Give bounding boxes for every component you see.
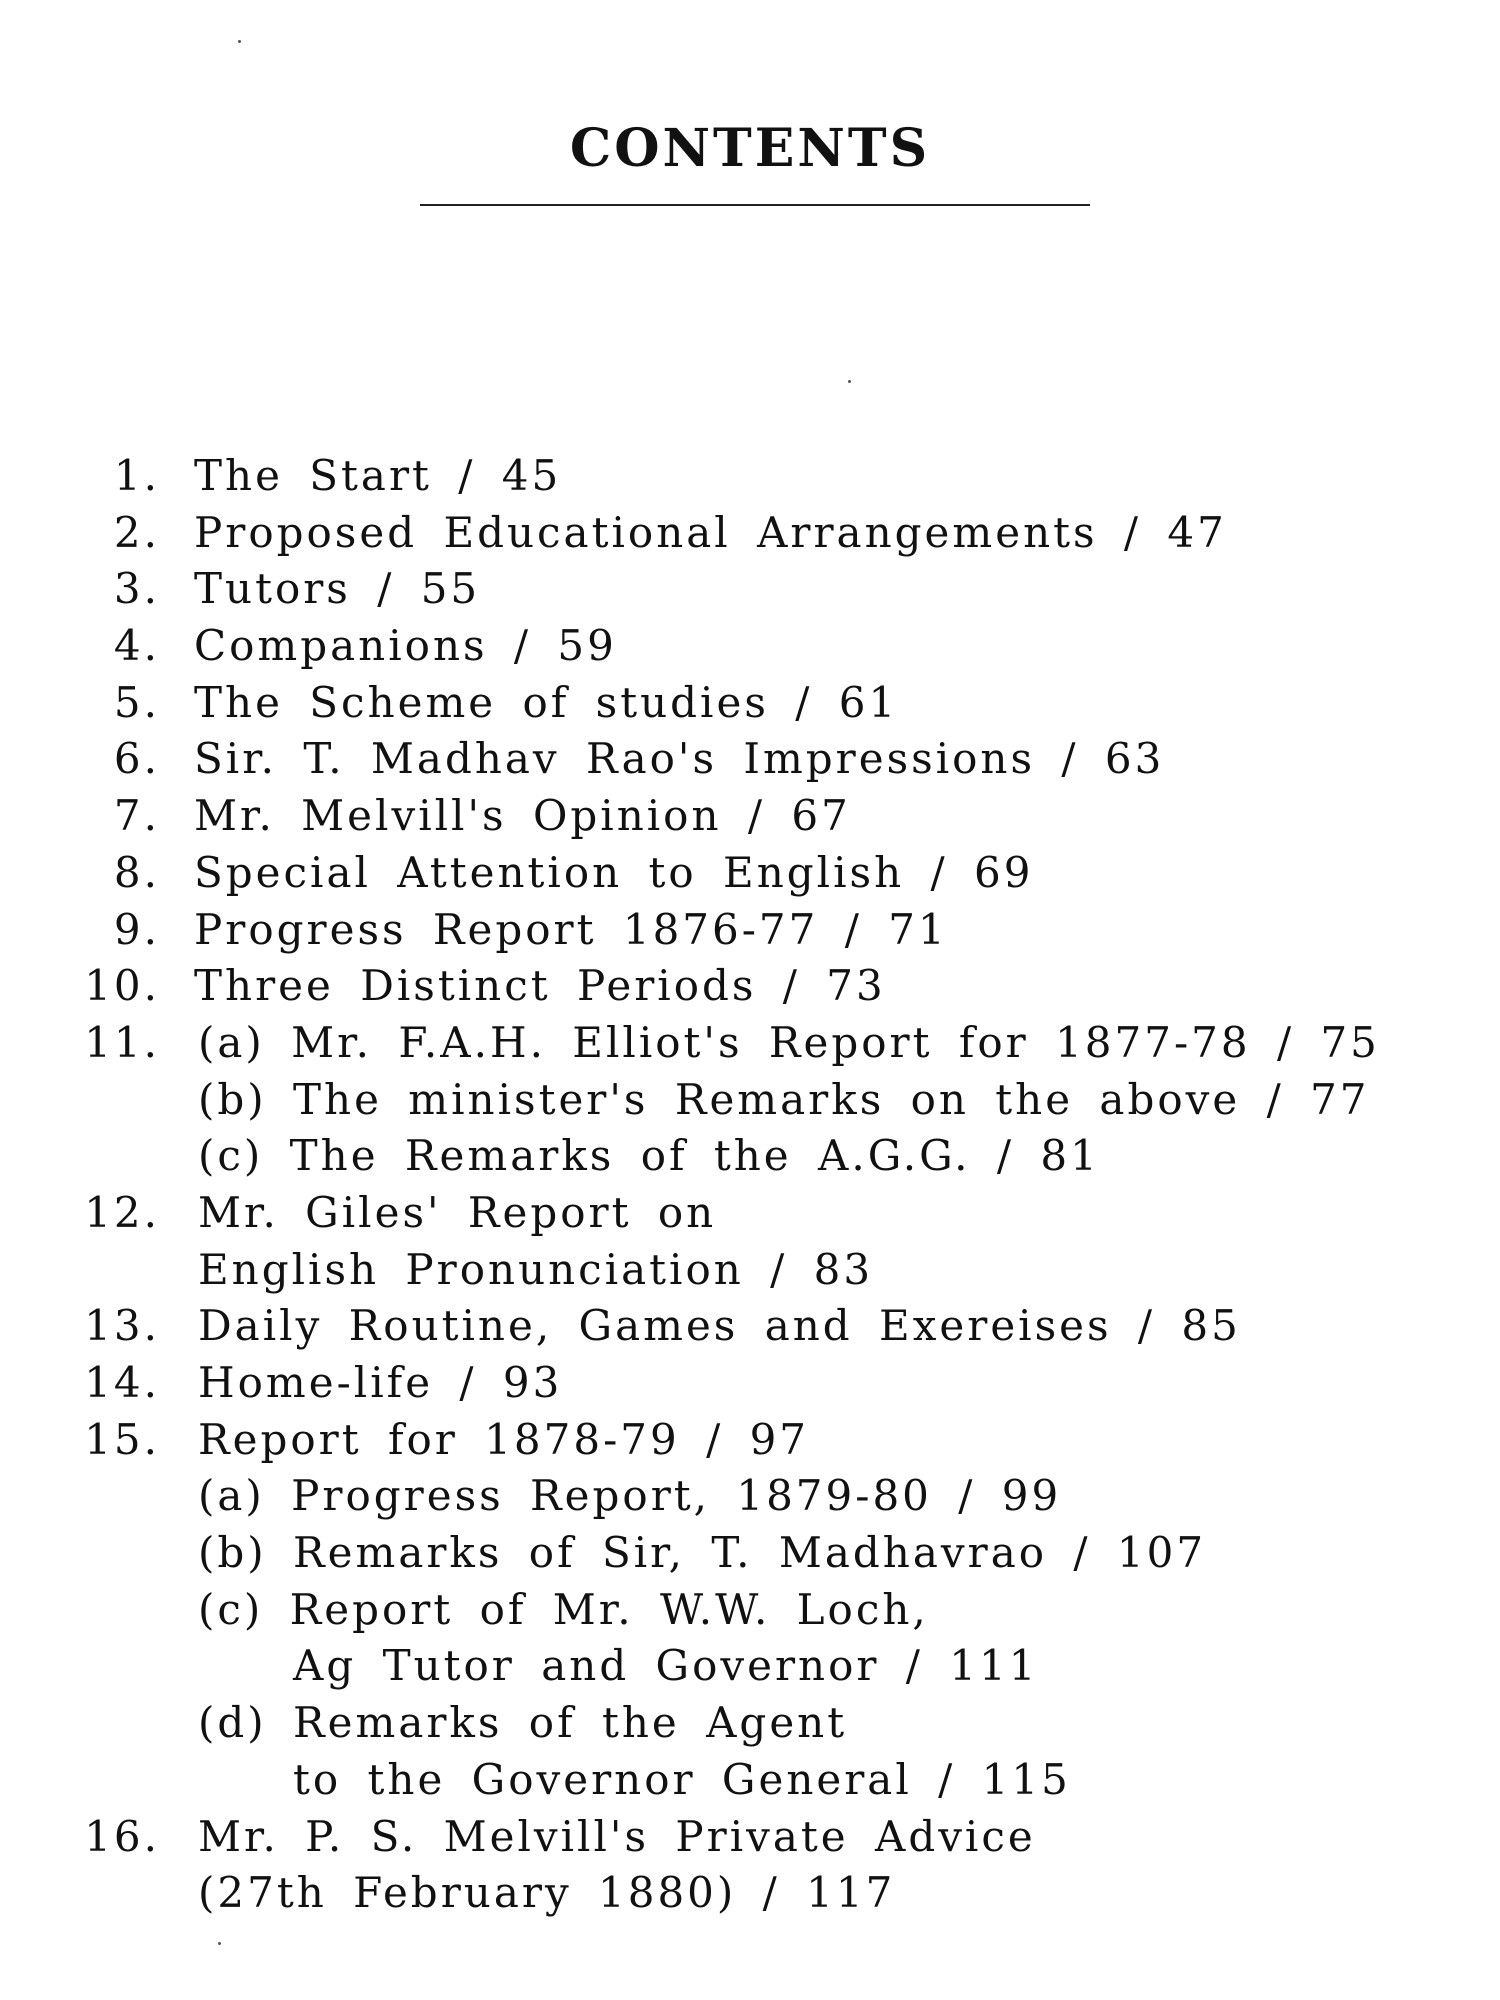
toc-entry (0, 1412, 1500, 1469)
entry-text: to the Governor General / 115 (293, 1754, 1071, 1804)
entry-number: 4. (113, 621, 160, 671)
entry-text: (c) Report of Mr. W.W. Loch, (198, 1584, 929, 1634)
toc-entry (0, 618, 1500, 675)
scan-speck (848, 380, 851, 383)
entry-number: 13. (84, 1301, 160, 1351)
entry-number: 1. (113, 451, 160, 500)
entry-text: Companions / 59 (194, 621, 617, 671)
entry-number: 10. (84, 961, 160, 1011)
entry-number: 8. (113, 847, 160, 897)
scan-speck (238, 40, 241, 43)
entry-text: Mr. Melvill's Opinion / 67 (194, 791, 851, 841)
entry-text: Sir. T. Madhav Rao's Impressions / 63 (194, 734, 1165, 784)
entry-text: Special Attention to English / 69 (194, 847, 1034, 897)
entry-text: Three Distinct Periods / 73 (194, 961, 886, 1011)
entry-number: 15. (84, 1414, 160, 1464)
scan-speck (218, 1942, 221, 1945)
toc-entry (0, 731, 1500, 788)
entry-number: 9. (113, 904, 160, 954)
entry-text: (b) Remarks of Sir, T. Madhavrao / 107 (198, 1528, 1207, 1578)
toc-subentry (0, 1695, 1500, 1752)
entry-text: Mr. P. S. Melvill's Private Advice (198, 1811, 1036, 1861)
page-title: CONTENTS (569, 118, 931, 179)
entry-text: (d) Remarks of the Agent (198, 1698, 848, 1748)
toc-entry (0, 561, 1500, 618)
toc-entry (0, 1015, 1500, 1072)
toc-entry-continuation (0, 1865, 1500, 1922)
toc-entry (0, 788, 1500, 845)
table-of-contents (0, 448, 1500, 1922)
entry-number: 16. (84, 1811, 160, 1861)
toc-subentry-continuation (0, 1752, 1500, 1809)
entry-number: 5. (113, 677, 160, 727)
toc-entry (0, 1809, 1500, 1866)
toc-entry (0, 1355, 1500, 1412)
toc-entry (0, 845, 1500, 902)
entry-number: 12. (84, 1187, 160, 1237)
entry-text: The Scheme of studies / 61 (194, 677, 899, 727)
toc-subentry (0, 1525, 1500, 1582)
entry-number: 3. (113, 564, 160, 614)
entry-number: 14. (84, 1358, 160, 1407)
toc-entry (0, 448, 1500, 505)
toc-entry (0, 505, 1500, 562)
entry-text: Daily Routine, Games and Exereises / 85 (198, 1301, 1241, 1351)
entry-number: 6. (113, 734, 160, 784)
entry-text: Ag Tutor and Governor / 111 (293, 1641, 1039, 1691)
toc-subentry (0, 1072, 1500, 1129)
toc-entry (0, 902, 1500, 959)
toc-subentry-continuation (0, 1638, 1500, 1695)
entry-text: (a) Mr. F.A.H. Elliot's Report for 1877-78 / 75 (198, 1017, 1380, 1067)
entry-text: Report for 1878-79 / 97 (198, 1414, 810, 1464)
toc-entry (0, 1185, 1500, 1242)
entry-text: The Start / 45 (194, 451, 562, 500)
entry-text: Tutors / 55 (194, 564, 481, 614)
entry-text: (c) The Remarks of the A.G.G. / 81 (198, 1131, 1100, 1181)
toc-entry (0, 958, 1500, 1015)
toc-entry-continuation (0, 1242, 1500, 1299)
entry-text: (b) The minister's Remarks on the above / 77 (198, 1074, 1370, 1124)
entry-number: 11. (84, 1017, 160, 1067)
entry-number: 2. (113, 507, 160, 557)
title-rule (420, 204, 1090, 206)
entry-text: Home-life / 93 (198, 1358, 563, 1407)
toc-entry (0, 675, 1500, 732)
toc-subentry (0, 1128, 1500, 1185)
toc-entry (0, 1298, 1500, 1355)
entry-text: Proposed Educational Arrangements / 47 (194, 507, 1227, 557)
entry-text: English Pronunciation / 83 (198, 1244, 874, 1294)
entry-text: (27th February 1880) / 117 (198, 1868, 896, 1918)
entry-text: (a) Progress Report, 1879-80 / 99 (198, 1471, 1062, 1521)
entry-number: 7. (113, 791, 160, 841)
toc-subentry (0, 1582, 1500, 1639)
toc-subentry (0, 1468, 1500, 1525)
entry-text: Progress Report 1876-77 / 71 (194, 904, 948, 954)
entry-text: Mr. Giles' Report on (198, 1187, 717, 1237)
